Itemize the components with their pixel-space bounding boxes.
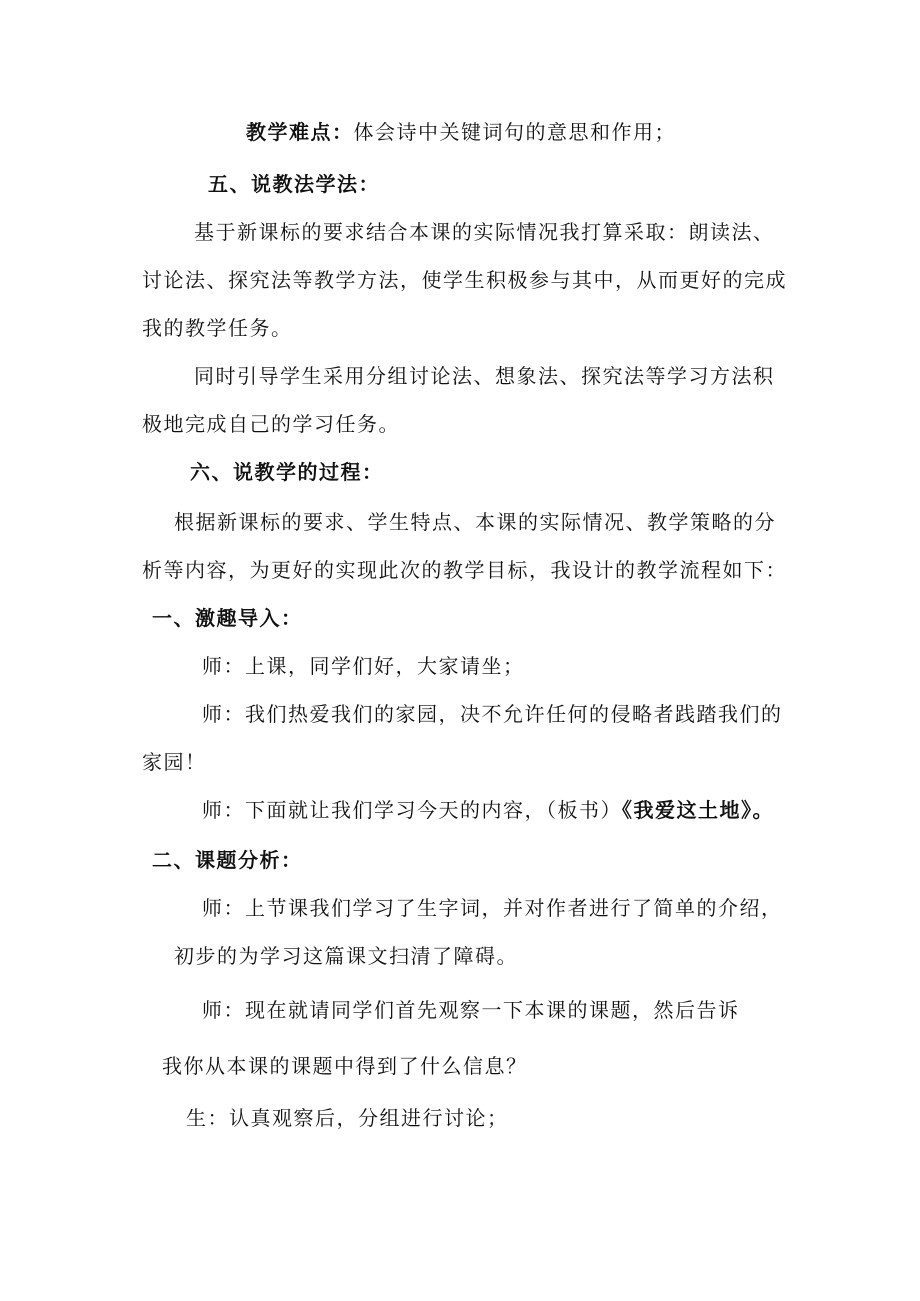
step2-line4: 我你从本课的课题中得到了什么信息？ [162,1054,528,1078]
teaching-difficulty-text: 体会诗中关键词句的意思和作用； [353,120,676,144]
step1-line2: 师：我们热爱我们的家园，决不允许任何的侵略者践踏我们的 [202,702,783,726]
section6-para-line2: 析等内容，为更好的实现此次的教学目标，我设计的教学流程如下： [142,558,787,582]
section5-para1-line3: 我的教学任务。 [142,316,293,340]
section6-para-line1: 根据新课标的要求、学生特点、本课的实际情况、教学策略的分 [174,510,776,534]
step1-heading: 一、激趣导入： [152,606,303,630]
section5-heading: 五、说教法学法： [208,172,380,196]
section5-para1-line1: 基于新课标的要求结合本课的实际情况我打算采取：朗读法、 [194,220,775,244]
step1-line3: 家园！ [142,750,207,774]
step1-blackboard-line [202,796,774,824]
section5-para1-line2: 讨论法、探究法等教学方法，使学生积极参与其中，从而更好的完成 [142,268,787,292]
step1-blackboard-title: 《我爱这土地》。 [622,798,774,822]
step2-line3: 师：现在就请同学们首先观察一下本课的课题，然后告诉 [202,998,740,1022]
step2-line5: 生：认真观察后，分组进行讨论； [186,1106,509,1130]
teaching-difficulty-label: 教学难点： [246,120,354,144]
step2-line2: 初步的为学习这篇课文扫清了障碍。 [174,944,518,968]
step1-blackboard-prefix: 师：下面就让我们学习今天的内容，（板书） [202,798,622,822]
step1-line1: 师：上课，同学们好，大家请坐； [202,654,525,678]
teaching-difficulty-line [246,118,676,146]
step2-line1: 师：上节课我们学习了生字词，并对作者进行了简单的介绍， [202,896,783,920]
section6-heading: 六、说教学的过程： [190,460,384,484]
section5-para2-line1: 同时引导学生采用分组讨论法、想象法、探究法等学习方法积 [194,364,775,388]
step2-heading: 二、课题分析： [152,848,303,872]
section5-para2-line2: 极地完成自己的学习任务。 [142,412,400,436]
